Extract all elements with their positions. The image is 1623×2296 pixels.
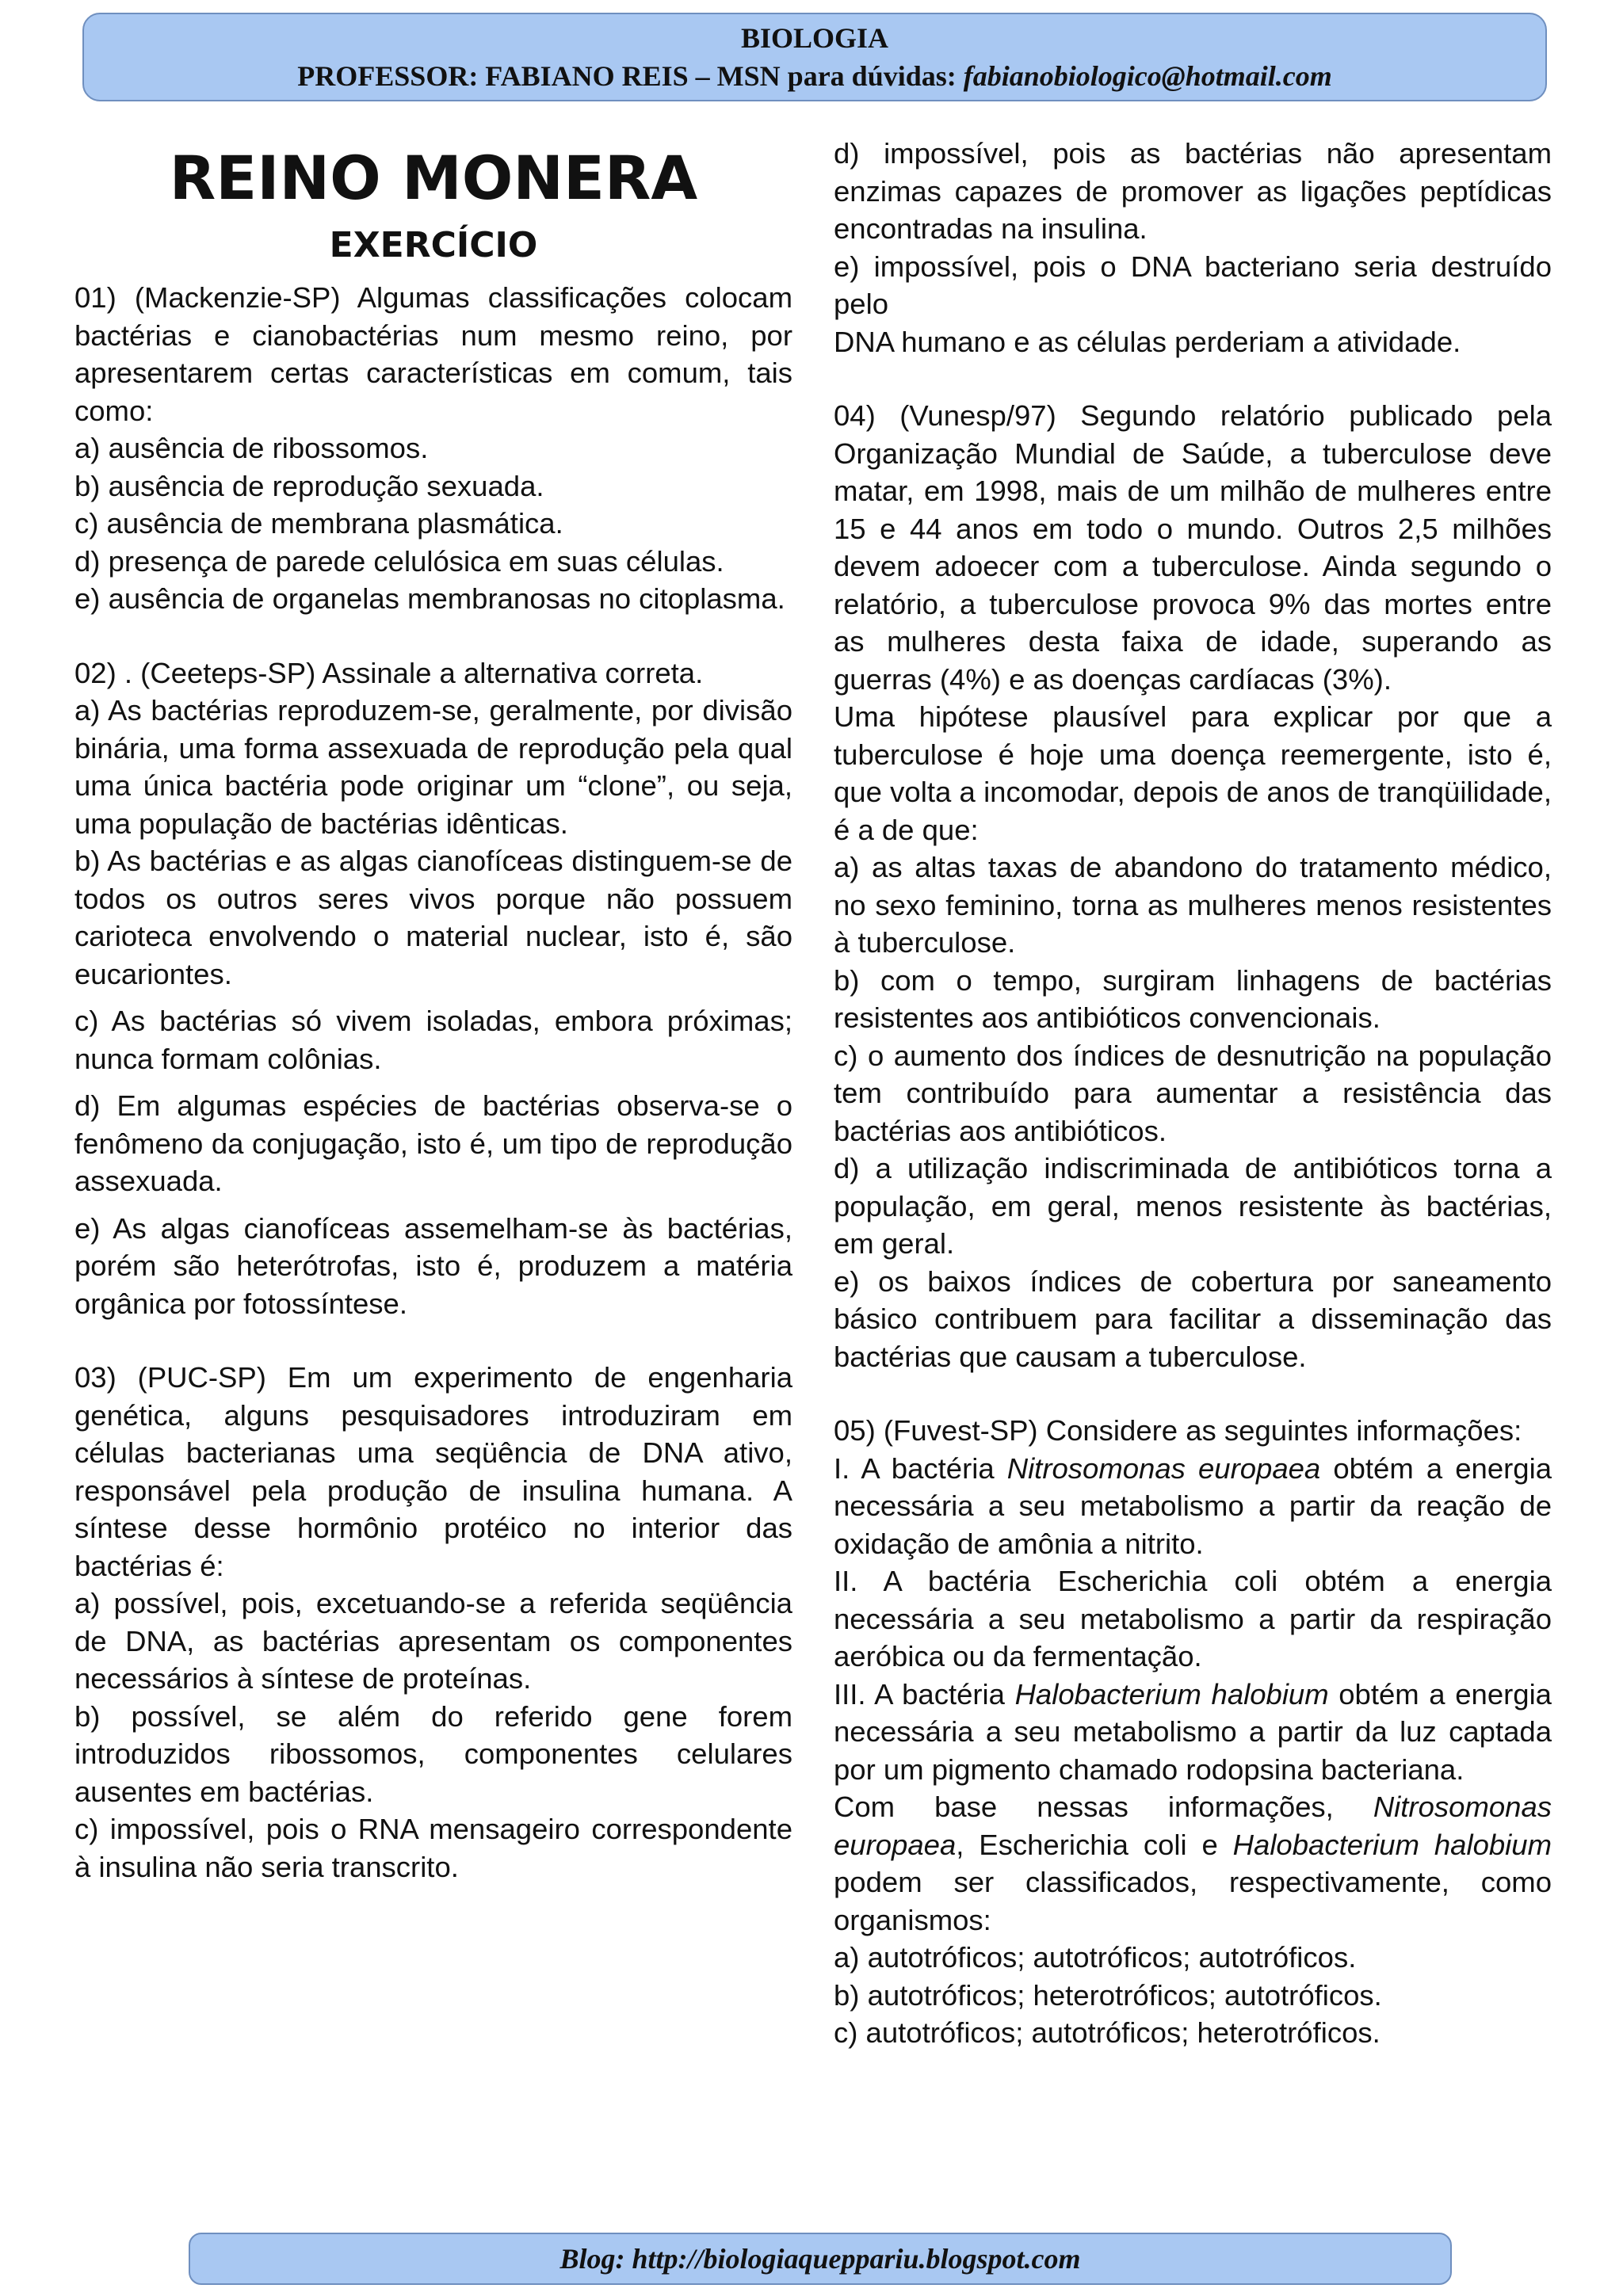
q2-option-c: c) As bactérias só vivem isoladas, embora próximas; nunca formam colônias. bbox=[74, 1005, 792, 1075]
q3-stem: 03) (PUC-SP) Em um experimento de engenharia genética, alguns pesquisadores introduziram em células bacterianas uma seqüência de DNA ativo, responsável pela produção de insulina humana. A síntese desse hormônio protéico no interior das bactérias é: bbox=[74, 1361, 792, 1582]
q2-option-b: b) As bactérias e as algas cianofíceas distinguem-se de todos os outros seres vivos porque não possuem carioteca envolvendo o material nuclear, isto é, são eucariontes. bbox=[74, 845, 792, 990]
page-title: REINO MONERA bbox=[169, 143, 698, 213]
q2-stem: 02) . (Ceeteps-SP) Assinale a alternativa correta. bbox=[74, 656, 704, 689]
q1-option-e: e) ausência de organelas membranosas no citoplasma. bbox=[74, 582, 785, 615]
q2-option-a: a) As bactérias reproduzem-se, geralmente, por divisão binária, uma forma assexuada de reprodução pela qual uma única bactéria pode originar um “clone”, ou seja, uma população de bactérias idênticas. bbox=[74, 694, 792, 840]
professor-label: PROFESSOR: FABIANO REIS – MSN para dúvidas: bbox=[297, 60, 964, 92]
q2-option-e: e) As algas cianofíceas assemelham-se às bactérias, porém são heterótrofas, isto é, produzem a matéria orgânica por fotossíntese. bbox=[74, 1211, 792, 1320]
q1-option-a: a) ausência de ribossomos. bbox=[74, 432, 429, 464]
q1-option-c: c) ausência de membrana plasmática. bbox=[74, 507, 563, 540]
q5-info-iii: III. A bactéria Halobacterium halobium obtém a energia necessária a seu metabolismo a partir da luz captada por um pigmento chamado rodopsina bacteriana. bbox=[834, 1677, 1552, 1786]
right-column bbox=[834, 135, 1552, 2052]
professor-line bbox=[84, 59, 1545, 93]
left-column bbox=[74, 135, 792, 1886]
q4-option-e: e) os baixos índices de cobertura por saneamento básico contribuem para facilitar a disseminação das bactérias que causam a tuberculose. bbox=[834, 1264, 1552, 1373]
q3-option-e-continued: DNA humano e as células perderiam a atividade. bbox=[834, 325, 1461, 358]
q3-option-e: e) impossível, pois o DNA bacteriano seria destruído pelo bbox=[834, 250, 1552, 320]
q5-question: Com base nessas informações, Nitrosomonas europaea, Escherichia coli e Halobacterium halobium podem ser classificados, respectivamente, como organismos: bbox=[834, 1791, 1552, 1936]
q4-stem: 04) (Vunesp/97) Segundo relatório publicado pela Organização Mundial de Saúde, a tuberculose deve matar, em 1998, mais de um milhão de mulheres entre 15 e 44 anos em todo o mundo. Outros 2,5 milhões devem adoecer com a tuberculose. Ainda segundo o relatório, a tuberculose provoca 9% das mortes entre as mulheres desta faixa de idade, superando as guerras (4%) e as doenças cardíacas (3%). bbox=[834, 399, 1552, 696]
q2-option-d: d) Em algumas espécies de bactérias observa-se o fenômeno da conjugação, isto é, um tipo de reprodução assexuada. bbox=[74, 1089, 792, 1197]
header-banner bbox=[82, 13, 1547, 101]
q5-option-c: c) autotróficos; autotróficos; heterotróficos. bbox=[834, 2016, 1381, 2049]
q3-option-c: c) impossível, pois o RNA mensageiro correspondente à insulina não seria transcrito. bbox=[74, 1813, 792, 1883]
q1-option-b: b) ausência de reprodução sexuada. bbox=[74, 469, 544, 502]
q5-info-i: I. A bactéria Nitrosomonas europaea obtém a energia necessária a seu metabolismo a partir da reação de oxidação de amônia a nitrito. bbox=[834, 1451, 1552, 1560]
email-link[interactable]: fabianobiologico@hotmail.com bbox=[963, 60, 1332, 92]
q5-option-a: a) autotróficos; autotróficos; autotróficos. bbox=[834, 1941, 1357, 1974]
q4-option-a: a) as altas taxas de abandono do tratamento médico, no sexo feminino, torna as mulheres menos resistentes à tuberculose. bbox=[834, 851, 1552, 959]
blog-link[interactable]: Blog: http://biologiaqueppariu.blogspot.com bbox=[559, 2243, 1081, 2275]
page-subtitle: EXERCÍCIO bbox=[329, 225, 538, 265]
q4-option-b: b) com o tempo, surgiram linhagens de bactérias resistentes aos antibióticos convencionais. bbox=[834, 963, 1552, 1034]
q1-option-d: d) presença de parede celulósica em suas células. bbox=[74, 544, 724, 578]
subject-heading: BIOLOGIA bbox=[740, 22, 889, 54]
q3-option-d: d) impossível, pois as bactérias não apresentam enzimas capazes de promover as ligações peptídicas encontradas na insulina. bbox=[834, 137, 1552, 245]
footer-banner bbox=[189, 2233, 1452, 2285]
q5-stem: 05) (Fuvest-SP) Considere as seguintes informações: bbox=[834, 1414, 1522, 1447]
q5-option-b: b) autotróficos; heterotróficos; autotróficos. bbox=[834, 1978, 1382, 2012]
q4-option-c: c) o aumento dos índices de desnutrição na população tem contribuído para aumentar a resistência das bactérias aos antibióticos. bbox=[834, 1039, 1552, 1147]
q4-question: Uma hipótese plausível para explicar por que a tuberculose é hoje uma doença reemergente, isto é, que volta a incomodar, depois de anos de tranqüilidade, é a de que: bbox=[834, 700, 1552, 846]
q3-option-a: a) possível, pois, excetuando-se a referida seqüência de DNA, as bactérias apresentam os componentes necessários à síntese de proteínas. bbox=[74, 1587, 792, 1695]
q3-option-b: b) possível, se além do referido gene forem introduzidos ribossomos, componentes celulares ausentes em bactérias. bbox=[74, 1699, 792, 1808]
q4-option-d: d) a utilização indiscriminada de antibióticos torna a população, em geral, menos resistente às bactérias, em geral. bbox=[834, 1152, 1552, 1260]
q1-stem: 01) (Mackenzie-SP) Algumas classificações colocam bactérias e cianobactérias num mesmo reino, por apresentarem certas características em comum, tais como: bbox=[74, 281, 792, 427]
q5-info-ii: II. A bactéria Escherichia coli obtém a energia necessária a seu metabolismo a partir da respiração aeróbica ou da fermentação. bbox=[834, 1565, 1552, 1672]
